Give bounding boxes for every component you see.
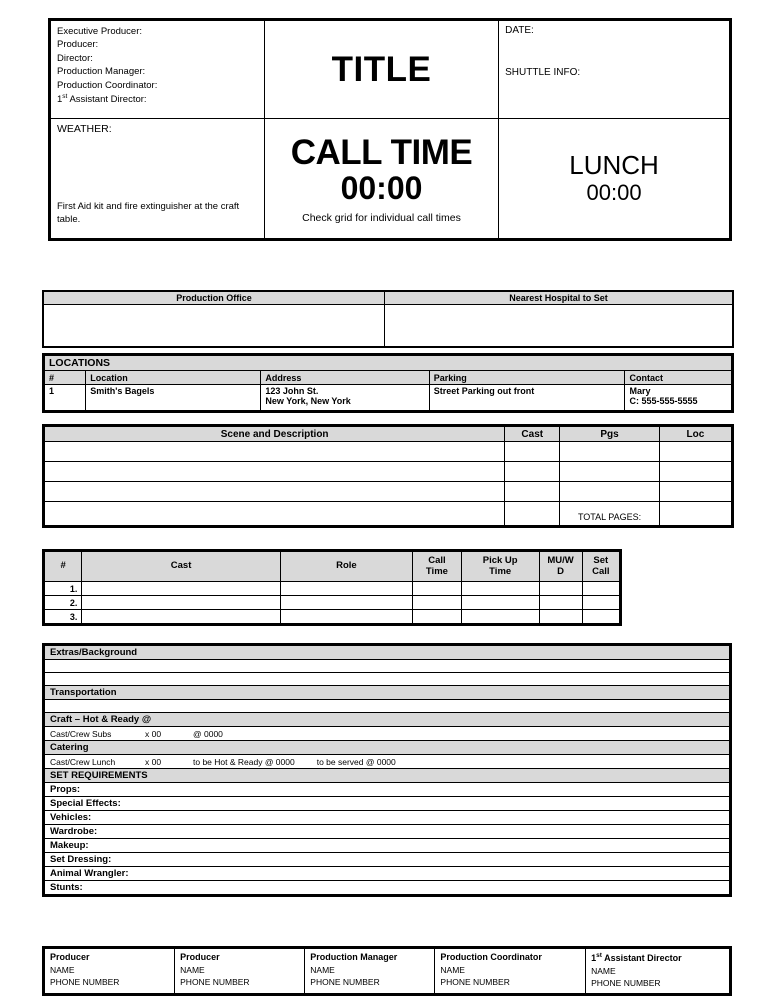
nearest-hospital-header: Nearest Hospital to Set (385, 291, 733, 305)
set-requirement-set-dressing[interactable]: Set Dressing: (45, 853, 730, 867)
location-address-line1: 123 John St. (265, 386, 319, 396)
cast-row-call-time[interactable] (413, 582, 462, 596)
footer-role-label: Producer (180, 952, 220, 962)
cast-row-call-time[interactable] (413, 610, 462, 624)
set-requirement-props[interactable]: Props: (45, 783, 730, 797)
cast-col-role: Role (280, 552, 412, 582)
cast-row-pick-up-time[interactable] (461, 582, 539, 596)
call-time-cell (264, 119, 498, 239)
location-name: Smith's Bagels (86, 385, 261, 411)
scene-pgs[interactable] (560, 442, 660, 462)
catering-line-hot-ready: to be Hot & Ready @ 0000 (193, 756, 295, 767)
footer-contact-first-assistant-director (586, 949, 730, 994)
set-requirement-makeup[interactable]: Makeup: (45, 839, 730, 853)
craft-line-label: Cast/Crew Subs (50, 728, 112, 739)
cast-row-number: 1. (45, 582, 82, 596)
footer-phone: PHONE NUMBER (440, 977, 510, 988)
set-requirement-wardrobe[interactable]: Wardrobe: (45, 825, 730, 839)
total-pages-label: TOTAL PAGES: (560, 502, 660, 526)
total-pages-value[interactable] (659, 502, 731, 526)
office-hospital-block (42, 290, 734, 348)
header-block (48, 18, 732, 241)
scene-col-loc: Loc (659, 427, 731, 442)
scene-total-row (45, 502, 732, 526)
cast-row-number: 2. (45, 596, 82, 610)
locations-block (42, 353, 734, 413)
footer-contact-producer-2 (175, 949, 305, 994)
date-shuttle-cell (499, 21, 730, 119)
locations-col-address: Address (261, 371, 429, 385)
cast-row-set-call[interactable] (582, 596, 619, 610)
cast-row-pick-up-time[interactable] (461, 610, 539, 624)
transportation-header: Transportation (45, 686, 730, 700)
scene-col-description: Scene and Description (45, 427, 505, 442)
locations-section-title: LOCATIONS (45, 356, 732, 371)
footer-name: NAME (440, 965, 465, 976)
scene-cast[interactable] (505, 442, 560, 462)
crew-credit-executive-producer: Executive Producer: (57, 26, 143, 37)
scene-row (45, 482, 732, 502)
craft-line-time: @ 0000 (193, 728, 223, 739)
craft-line-qty: x 00 (145, 728, 162, 739)
ordinal-suffix: st (596, 952, 602, 959)
extras-background-row-1[interactable] (45, 660, 730, 673)
footer-phone: PHONE NUMBER (310, 977, 380, 988)
set-requirement-stunts[interactable]: Stunts: (45, 881, 730, 895)
scene-loc[interactable] (659, 442, 731, 462)
catering-line-served: to be served @ 0000 (316, 756, 396, 767)
location-row (45, 385, 732, 411)
set-requirement-vehicles[interactable]: Vehicles: (45, 811, 730, 825)
scene-description[interactable] (45, 482, 505, 502)
lunch-cell (499, 119, 730, 239)
scene-row (45, 442, 732, 462)
crew-credits-cell (51, 21, 265, 119)
footer-phone: PHONE NUMBER (50, 977, 120, 988)
scene-col-cast: Cast (505, 427, 560, 442)
location-contact-name: Mary (629, 386, 651, 396)
cast-row-role[interactable] (280, 610, 412, 624)
scene-description[interactable] (45, 462, 505, 482)
catering-line-label: Cast/Crew Lunch (50, 756, 116, 767)
catering-header: Catering (45, 741, 730, 755)
cast-row-set-call[interactable] (582, 610, 619, 624)
cast-row (45, 610, 620, 624)
ordinal-suffix: st (62, 93, 68, 101)
cast-col-set-call: Set Call (582, 552, 619, 582)
footer-contact-production-coordinator (435, 949, 586, 994)
extras-background-header: Extras/Background (45, 646, 730, 660)
crew-credits-list (57, 25, 258, 107)
craft-header: Craft – Hot & Ready @ (45, 713, 730, 727)
scene-description[interactable] (45, 442, 505, 462)
footer-contact-production-manager (305, 949, 435, 994)
footer-contacts-block (42, 946, 732, 996)
transportation-row-1[interactable] (45, 700, 730, 713)
cast-col-call-time: Call Time (413, 552, 462, 582)
footer-contact-producer-1 (45, 949, 175, 994)
nearest-hospital-value[interactable] (385, 305, 733, 347)
footer-role-label: Production Coordinator (440, 952, 542, 962)
locations-col-location: Location (86, 371, 261, 385)
cast-row (45, 596, 620, 610)
production-office-header: Production Office (43, 291, 385, 305)
footer-phone: PHONE NUMBER (180, 977, 250, 988)
footer-name: NAME (591, 966, 616, 977)
call-time-label: CALL TIME (290, 133, 473, 173)
location-address-line2: New York, New York (265, 396, 351, 406)
weather-cell (51, 119, 265, 239)
weather-label: WEATHER: (57, 123, 112, 136)
cast-row-mu-w-d[interactable] (539, 596, 582, 610)
set-requirement-special-effects[interactable]: Special Effects: (45, 797, 730, 811)
craft-line (45, 727, 730, 741)
cast-row-pick-up-time[interactable] (461, 596, 539, 610)
scene-cast[interactable] (505, 462, 560, 482)
scene-loc[interactable] (659, 462, 731, 482)
shuttle-info-label: SHUTTLE INFO: (505, 67, 581, 78)
call-time-value: 00:00 (340, 169, 423, 206)
footer-role-label: Producer (50, 952, 90, 962)
cast-row-cast[interactable] (82, 610, 280, 624)
extras-background-row-2[interactable] (45, 673, 730, 686)
scene-pgs[interactable] (560, 462, 660, 482)
footer-phone: PHONE NUMBER (591, 978, 661, 989)
scene-col-pgs: Pgs (560, 427, 660, 442)
cast-row-role[interactable] (280, 596, 412, 610)
lunch-label: LUNCH (569, 150, 659, 181)
scene-total-spacer (45, 502, 505, 526)
lunch-value: 00:00 (586, 180, 642, 206)
scene-cast[interactable] (505, 482, 560, 502)
set-requirements-header: SET REQUIREMENTS (45, 769, 730, 783)
footer-name: NAME (50, 965, 75, 976)
production-office-value[interactable] (43, 305, 385, 347)
location-address (261, 385, 429, 411)
footer-name: NAME (310, 965, 335, 976)
cast-row-set-call[interactable] (582, 582, 619, 596)
scene-row (45, 462, 732, 482)
production-title: TITLE (264, 21, 498, 119)
crew-credit-producer: Producer: (57, 39, 99, 51)
location-contact-phone: C: 555-555-5555 (629, 396, 698, 406)
crew-credit-production-coordinator: Production Coordinator: (57, 79, 158, 91)
cast-row-call-time[interactable] (413, 596, 462, 610)
footer-role-label: 1st Assistant Director (591, 952, 682, 963)
set-requirement-animal-wrangler[interactable]: Animal Wrangler: (45, 867, 730, 881)
date-label: DATE: (505, 25, 534, 36)
location-contact (625, 385, 732, 411)
scene-description-block (42, 424, 734, 528)
cast-row-cast[interactable] (82, 596, 280, 610)
catering-line-qty: x 00 (145, 756, 162, 767)
locations-col-contact: Contact (625, 371, 732, 385)
locations-col-num: # (45, 371, 86, 385)
location-number: 1 (45, 385, 86, 411)
cast-row-mu-w-d[interactable] (539, 610, 582, 624)
cast-block (42, 549, 622, 626)
crew-credit-first-assistant-director: 1st Assistant Director: (57, 93, 147, 106)
cast-col-num: # (45, 552, 82, 582)
cast-row-role[interactable] (280, 582, 412, 596)
scene-loc[interactable] (659, 482, 731, 502)
footer-name: NAME (180, 965, 205, 976)
cast-row-cast[interactable] (82, 582, 280, 596)
cast-col-mu-w-d: MU/W D (539, 552, 582, 582)
scene-total-cast-spacer (505, 502, 560, 526)
call-time-note: Check grid for individual call times (302, 211, 461, 224)
requirements-block (42, 643, 732, 897)
crew-credit-production-manager: Production Manager: (57, 66, 146, 78)
location-parking: Street Parking out front (429, 385, 625, 411)
cast-col-cast: Cast (82, 552, 280, 582)
cast-col-pick-up-time: Pick Up Time (461, 552, 539, 582)
crew-credit-director: Director: (57, 52, 93, 64)
cast-row (45, 582, 620, 596)
catering-line (45, 755, 730, 769)
footer-role-label: Production Manager (310, 952, 398, 962)
first-aid-note: First Aid kit and fire extinguisher at the craft table. (57, 201, 240, 225)
locations-col-parking: Parking (429, 371, 625, 385)
cast-row-number: 3. (45, 610, 82, 624)
scene-pgs[interactable] (560, 482, 660, 502)
cast-row-mu-w-d[interactable] (539, 582, 582, 596)
